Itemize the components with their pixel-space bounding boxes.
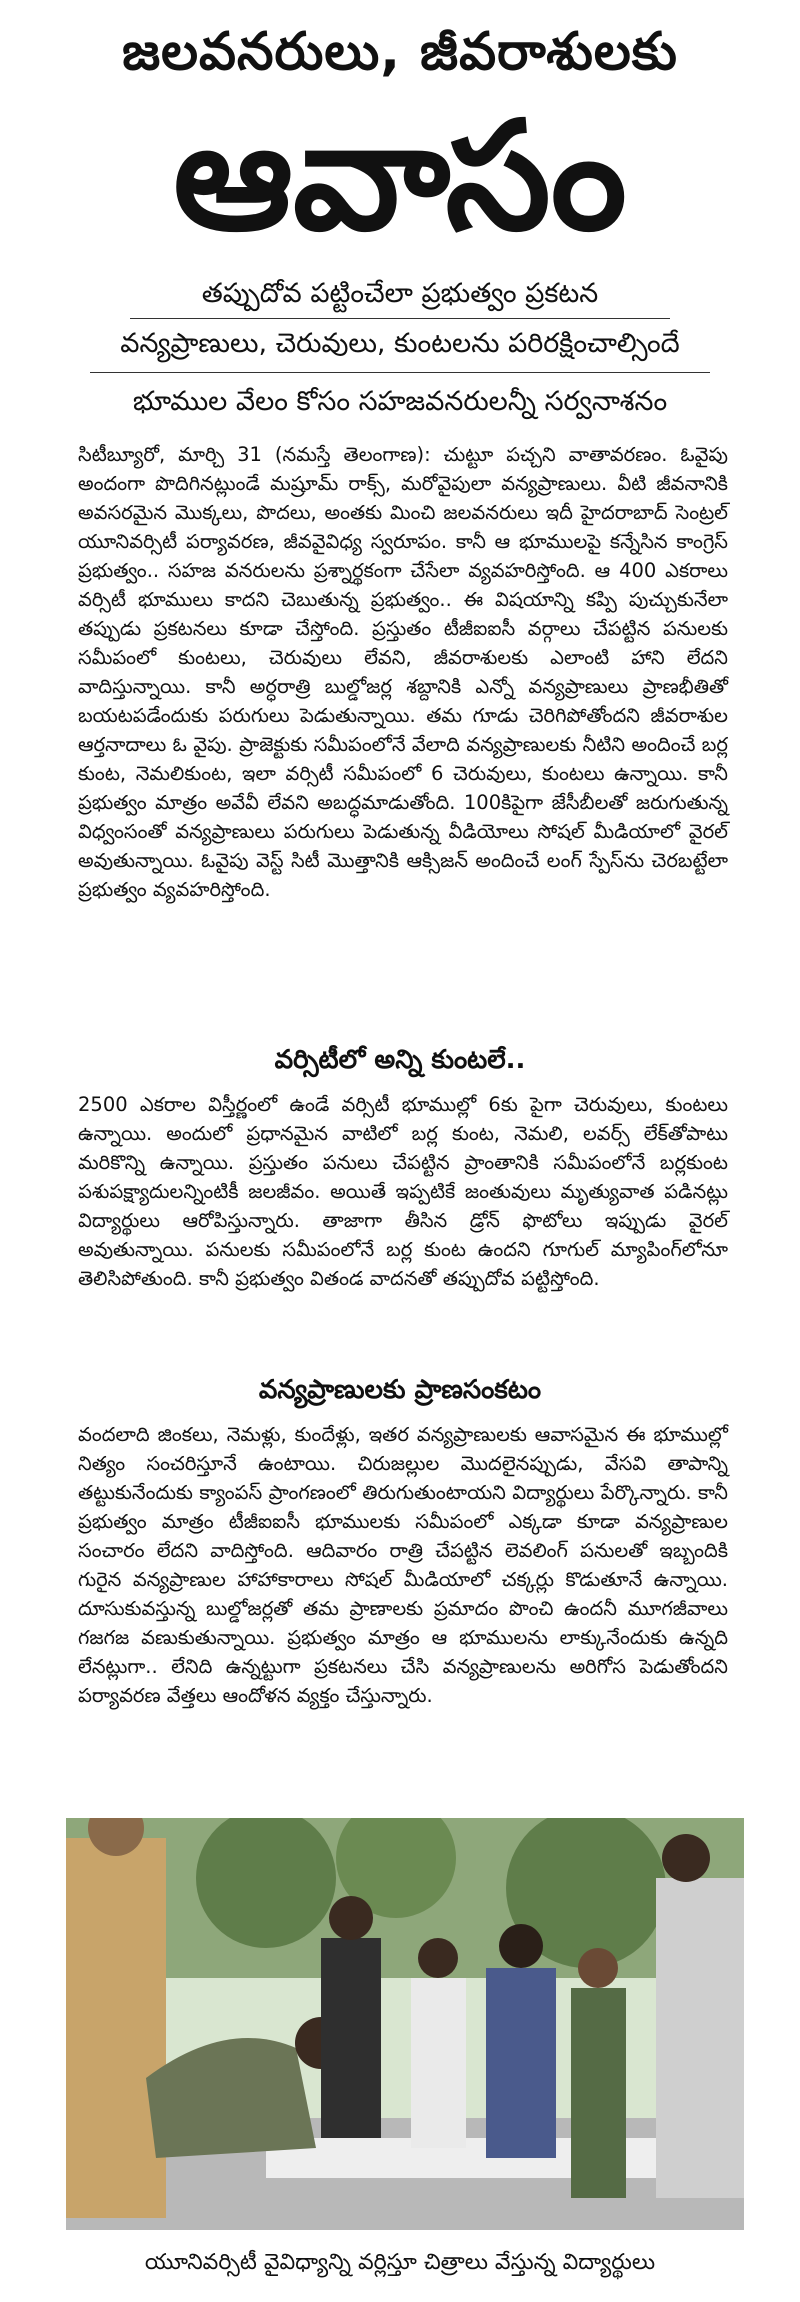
article-paragraph-3: వందలాది జింకలు, నెమళ్లు, కుందేళ్లు, ఇతర వన్యప్రాణులకు ఆవాసమైన ఈ భూముల్లో నిత్యం సంచరిస్తూనే ఉంటాయి. చిరుజల్లుల మొదలైనప్పుడు, వేసవి తాపాన్ని తట్టుకునేందుకు క్యాంపస్ ప్రాంగణంలో తిరుగుతుంటాయని విద్యార్థులు పేర్కొన్నారు. కానీ ప్రభుత్వం మాత్రం టీజీఐఐసీ భూములకు సమీపంలో ఎక్కడా కూడా వన్యప్రాణుల సంచారం లేదని వాదిస్తోంది. ఆదివారం రాత్రి చేపట్టిన లెవలింగ్ పనులతో ఇబ్బందికి గురైన వన్యప్రాణుల హాహాకారాలు సోషల్ మీడియాలో చక్కర్లు కొడుతూనే ఉన్నాయి. దూసుకువస్తున్న బుల్డోజర్లతో తమ ప్రాణాలకు ప్రమాదం పొంచి ఉందనీ మూగజీవాలు గజగజ వణుకుతున్నాయి. ప్రభుత్వం మాత్రం ఆ భూములను లాక్కునేందుకు ఉన్నది లేనట్లుగా.. లేనిది ఉన్నట్టుగా ప్రకటనలు చేసి వన్యప్రాణులను అరిగోస పెడుతోందని పర్యావరణ వేత్తలు ఆందోళన వ్యక్తం చేస్తున్నారు. — [78, 1423, 728, 1707]
standing-man — [321, 1938, 381, 2138]
divider-rule — [130, 318, 670, 319]
student-dress — [486, 1968, 556, 2158]
deck-line-1: తప్పుదోవ పట్టించేలా ప్రభుత్వం ప్రకటన — [201, 278, 599, 309]
officer-camouflage — [571, 1988, 626, 2198]
article-paragraph-2: 2500 ఎకరాల విస్తీర్ణంలో ఉండే వర్సిటీ భూముల్లో 6కు పైగా చెరువులు, కుంటలు ఉన్నాయి. అందులో ప్రధానమైన వాటిలో బర్ల కుంట, నెమలి, లవర్స్ లేక్‌తోపాటు మరికొన్ని ఉన్నాయి. ప్రస్తుతం పనులు చేపట్టిన ప్రాంతానికి సమీపంలోనే బర్లకుంట పశుపక్ష్యాదులన్నింటికీ జలజీవం. అయితే ఇప్పటికే జంతువులు మృత్యువాత పడినట్లు విద్యార్థులు ఆరోపిస్తున్నారు. తాజాగా తీసిన డ్రోన్ ఫొటోలు ఇప్పుడు వైరల్ అవుతున్నాయి. పనులకు సమీపంలోనే బర్ల కుంట ఉందని గూగుల్ మ్యాపింగ్‌లోనూ తెలిసిపోతుంది. కానీ ప్రభుత్వం వితండ వాదనతో తప్పుదోవ పట్టిస్తోంది. — [78, 1093, 728, 1290]
headline: ఆవాసం — [173, 90, 627, 264]
news-photo — [66, 1818, 744, 2230]
student-white-shirt — [411, 1978, 466, 2148]
divider-rule — [90, 372, 710, 373]
reporter-figure — [656, 1878, 744, 2198]
police-officer — [66, 1838, 166, 2218]
subheading-1: వర్సిటీలో అన్ని కుంటలే.. — [274, 1045, 526, 1075]
photo-caption: యూనివర్సిటీ వైవిధ్యాన్ని వర్లిస్తూ చిత్రాలు వేస్తున్న విద్యార్థులు — [144, 2250, 656, 2275]
deck-line-2: వన్యప్రాణులు, చెరువులు, కుంటలను పరిరక్షించాల్సిందే — [120, 328, 680, 359]
article-paragraph-1: సిటీబ్యూరో, మార్చి 31 (నమస్తే తెలంగాణ): చుట్టూ పచ్చని వాతావరణం. ఓవైపు అందంగా పొదిగినట్లుండే మష్రూమ్ రాక్స్, మరోవైపులా వన్యప్రాణులు. వీటి జీవనానికి అవసరమైన మొక్కలు, పొదలు, అంతకు మించి జలవనరులు ఇదీ హైదరాబాద్ సెంట్రల్ యూనివర్సిటీ పర్యావరణ, జీవవైవిధ్య స్వరూపం. కానీ ఆ భూములపై కన్నేసిన కాంగ్రెస్ ప్రభుత్వం.. సహజ వనరులను ప్రశ్నార్థకంగా చేసేలా వ్యవహరిస్తోంది. ఆ 400 ఎకరాలు వర్సిటీ భూములు కాదని చెబుతున్న ప్రభుత్వం.. ఈ విషయాన్ని కప్పి పుచ్చుకునేలా తప్పుడు ప్రకటనలు కూడా చేస్తోంది. ప్రస్తుతం టీజీఐఐసీ వర్గాలు చేపట్టిన పనులకు సమీపంలో కుంటలు, చెరువులు లేవని, జీవరాశులకు ఎలాంటి హాని లేదని వాదిస్తున్నాయి. కానీ అర్ధరాత్రి బుల్డోజర్ల శబ్దానికి ఎన్నో వన్యప్రాణులు ప్రాణభీతితో బయటపడేందుకు పరుగులు పెడుతున్నాయి. తమ గూడు చెరిగిపోతోందని జీవరాశుల ఆర్తనాదాలు ఓ వైపు. ప్రాజెక్టుకు సమీపంలోనే వేలాది వన్యప్రాణులకు నీటిని అందించే బర్ల కుంట, నెమలికుంట, ఇలా వర్సిటీ సమీపంలో 6 చెరువులు, కుంటలు ఉన్నాయి. కానీ ప్రభుత్వం మాత్రం అవేవీ లేవని అబద్ధమాడుతోంది. 100కిపైగా జేసీబీలతో జరుగుతున్న విధ్వంసంతో వన్యప్రాణులు పరుగులు పెడుతున్న వీడియోలు సోషల్ మీడియాలో వైరల్ అవుతున్నాయి. ఓవైపు వెస్ట్ సిటీ మొత్తానికి ఆక్సిజన్ అందించే లంగ్ స్పేస్‌ను చెరబట్టేలా ప్రభుత్వం వ్యవహరిస్తోంది. — [78, 443, 728, 901]
deck-line-3: భూముల వేలం కోసం సహజవనరులన్నీ సర్వనాశనం — [132, 386, 668, 417]
headline-kicker: జలవనరులు, జీవరాశులకు — [122, 22, 678, 82]
subheading-2: వన్యప్రాణులకు ప్రాణసంకటం — [258, 1375, 542, 1405]
